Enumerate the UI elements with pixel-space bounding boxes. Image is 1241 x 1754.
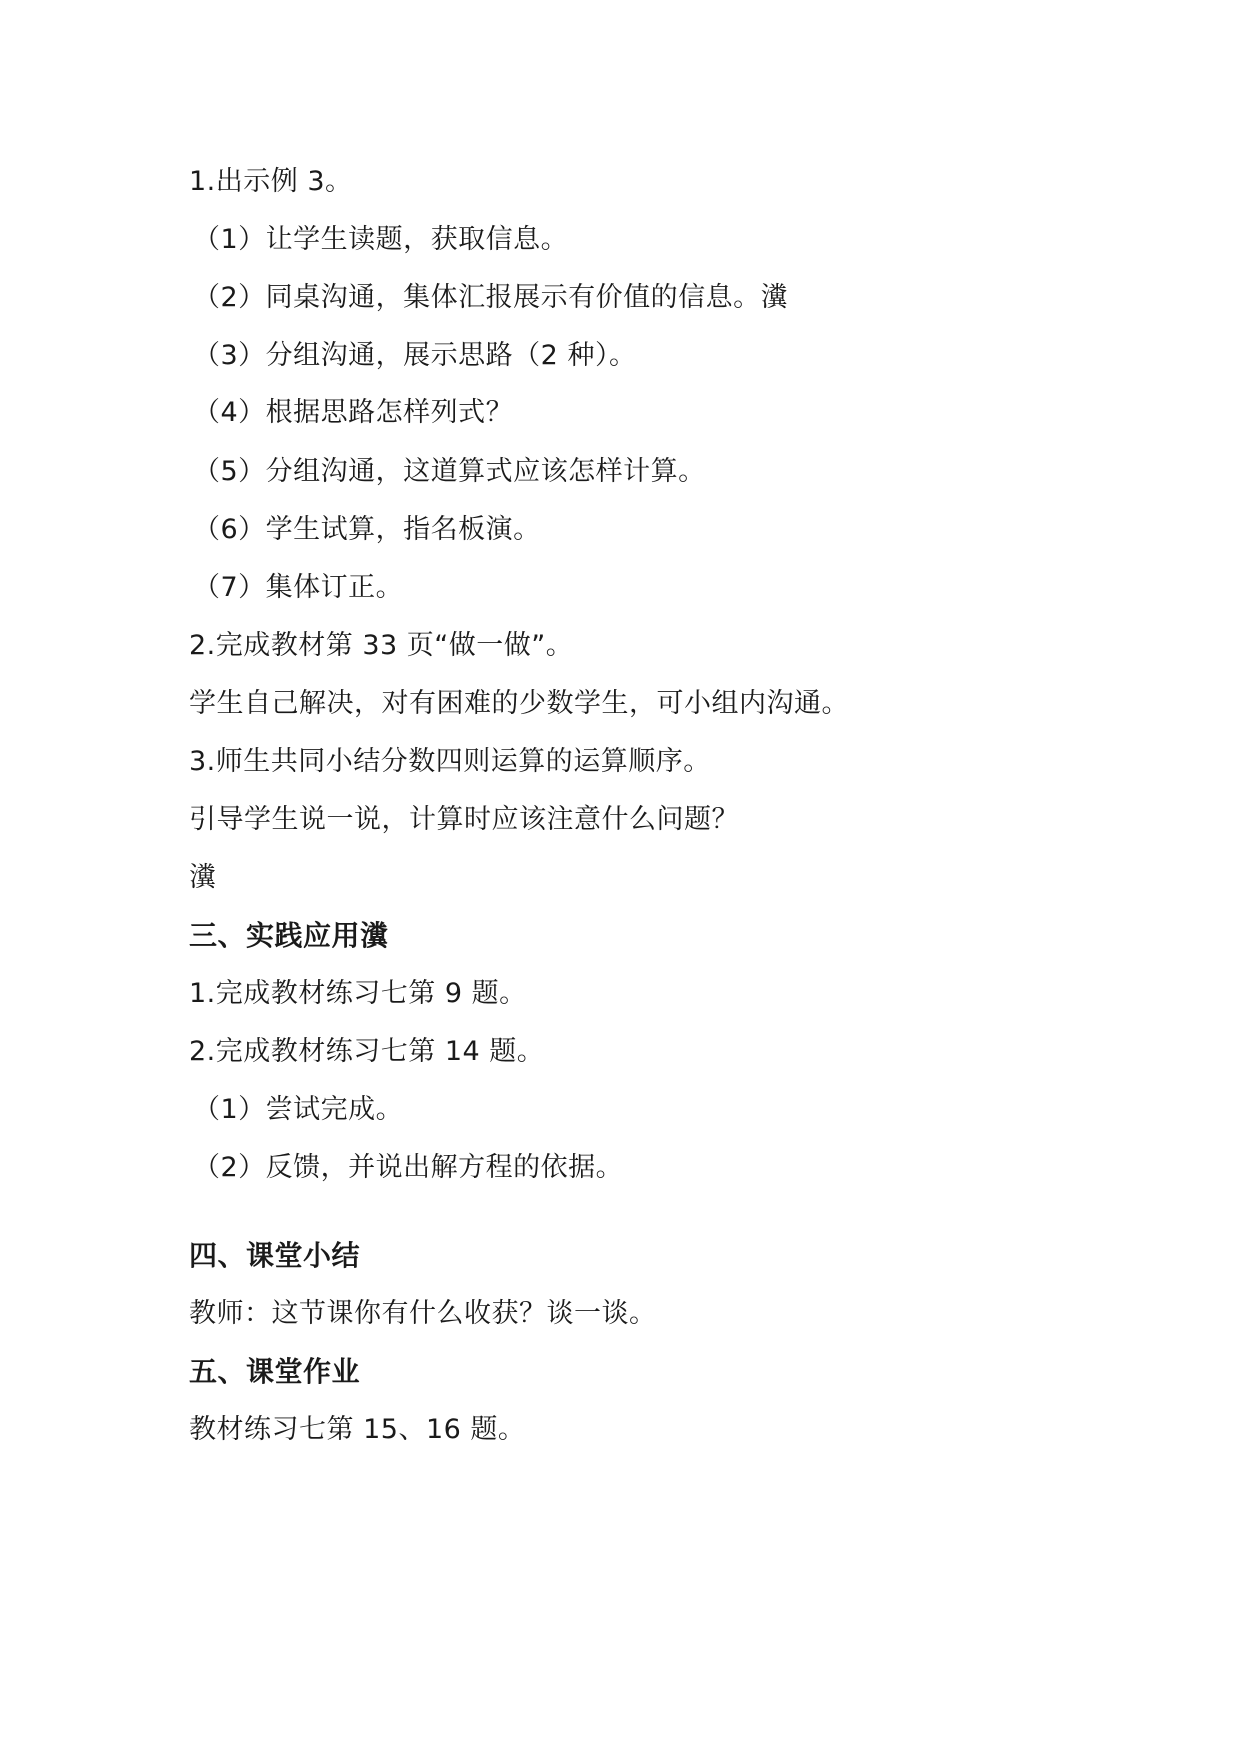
step-2-note: 学生自己解决，对有困难的少数学生，可小组内沟通。: [189, 688, 849, 719]
summary-teacher-question: 教师：这节课你有什么收获？谈一谈。: [189, 1298, 657, 1329]
step-3-summary: 3.师生共同小结分数四则运算的运算顺序。: [189, 746, 711, 777]
substep-3-group-ideas: （3）分组沟通，展示思路（2 种）。: [193, 340, 637, 371]
homework-item: 教材练习七第 15、16 题。: [189, 1414, 526, 1445]
section-heading-homework: 五、课堂作业: [189, 1355, 361, 1388]
practice-item-1: 1.完成教材练习七第 9 题。: [189, 978, 527, 1009]
substep-1-read-problem: （1）让学生读题，获取信息。: [193, 224, 569, 255]
substep-2-desk-discussion: （2）同桌沟通，集体汇报展示有价值的信息。瀵: [193, 282, 789, 313]
practice-substep-1: （1）尝试完成。: [193, 1094, 404, 1125]
substep-6-trial-calculation: （6）学生试算，指名板演。: [193, 514, 541, 545]
practice-substep-2: （2）反馈，并说出解方程的依据。: [193, 1152, 624, 1183]
section-heading-summary: 四、课堂小结: [189, 1239, 361, 1272]
step-1-show-example: 1.出示例 3。: [189, 166, 353, 197]
step-2-textbook-exercise: 2.完成教材第 33 页“做一做”。: [189, 630, 574, 661]
step-3-guidance: 引导学生说一说，计算时应该注意什么问题？: [189, 804, 739, 835]
section-heading-practice: 三、实践应用瀵: [189, 919, 389, 952]
stray-character: 瀵: [189, 862, 217, 893]
substep-4-write-expression: （4）根据思路怎样列式？: [193, 397, 514, 428]
substep-5-how-to-calculate: （5）分组沟通，这道算式应该怎样计算。: [193, 456, 706, 487]
substep-7-correction: （7）集体订正。: [193, 572, 404, 603]
practice-item-2: 2.完成教材练习七第 14 题。: [189, 1036, 545, 1067]
